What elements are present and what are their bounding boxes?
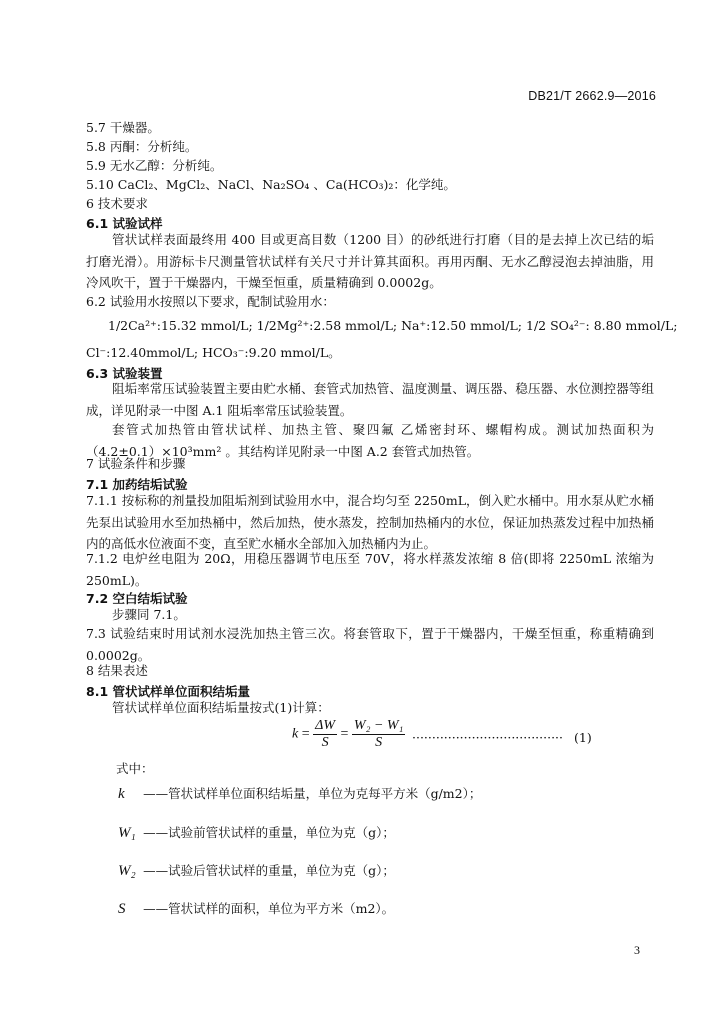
symbol-k: k bbox=[118, 786, 125, 802]
symbol-w1: W₁ bbox=[118, 825, 136, 841]
section-6-2-title: 6.2 试验用水按照以下要求，配制试验用水： bbox=[86, 294, 335, 309]
section-7-1-1-paragraph: 7.1.1 按标称的剂量投加阻垢剂到试验用水中，混合均匀至 2250mL，倒入贮水桶中。用水泵从贮水桶先泵出试验用水至加热桶中，然后加热，使水蒸发，控制加热桶内的水位，保证加热蒸发过程中加热桶内的高低水位液面不变，直至贮水桶水全部加入加热桶内为止。 bbox=[86, 493, 654, 551]
definition-w1-text: ——试验前管状试样的重量，单位为克（g）； bbox=[143, 825, 395, 840]
definition-s-text: ——管状试样的面积，单位为平方米（m2）。 bbox=[143, 901, 395, 916]
section-7-1-title: 7.1 加药结垢试验 bbox=[86, 477, 188, 492]
formula-numerator-2: W₂ − W₁ bbox=[353, 718, 404, 733]
section-6-3-paragraph-2: 套管式加热管由管状试样、加热主管、聚四氟 乙烯密封环、螺帽构成。测试加热面积为（4.2±0.1）×10³mm² 。其结构详见附录一中图 A.2 套管式加热管。 bbox=[86, 422, 654, 459]
definition-k bbox=[118, 783, 481, 803]
item-5-7: 5.7 干燥器。 bbox=[86, 120, 160, 135]
definition-w2 bbox=[118, 860, 395, 880]
section-7-2-title: 7.2 空白结垢试验 bbox=[86, 591, 188, 606]
definition-k-text: ——管状试样单位面积结垢量，单位为克每平方米（g/m2）； bbox=[143, 786, 482, 801]
page-number: 3 bbox=[634, 943, 640, 957]
section-6-1-paragraph: 管状试样表面最终用 400 目或更高目数（1200 目）的砂纸进行打磨（目的是去掉上次已结的垢打磨光滑）。用游标卡尺测量管状试样有关尺寸并计算其面积。再用丙酮、无水乙醇浸泡去掉油脂，用冷风吹干，置于干燥器内，干燥至恒重，质量精确到 0.0002g。 bbox=[86, 232, 654, 290]
standard-code: DB21/T 2662.9—2016 bbox=[528, 89, 656, 103]
definition-w1 bbox=[118, 822, 395, 842]
section-7-1-2-paragraph: 7.1.2 电炉丝电阻为 20Ω，用稳压器调节电压至 70V，将水样蒸发浓缩 8 倍(即将 2250mL 浓缩为 250mL)。 bbox=[86, 551, 654, 588]
formula-denominator-1: S bbox=[321, 735, 329, 750]
formula-intro: 管状试样单位面积结垢量按式(1)计算： bbox=[112, 700, 330, 715]
section-6-title: 6 技术要求 bbox=[86, 196, 148, 211]
section-7-2-paragraph: 步骤同 7.1。 bbox=[112, 607, 186, 622]
formula-equals-1: = bbox=[301, 726, 310, 742]
item-5-8: 5.8 丙酮：分析纯。 bbox=[86, 139, 198, 154]
definition-s bbox=[118, 898, 394, 918]
section-6-3-paragraph-1: 阻垢率常压试验装置主要由贮水桶、套管式加热管、温度测量、调压器、稳压器、水位测控器等组成，详见附录一中图 A.1 阻垢率常压试验装置。 bbox=[86, 381, 654, 418]
formula-fraction-1 bbox=[313, 718, 337, 751]
section-8-title: 8 结果表述 bbox=[86, 663, 148, 678]
formula-number: (1) bbox=[574, 730, 592, 745]
water-composition-line-2: Cl⁻:12.40mmol/L; HCO₃⁻:9.20 mmol/L。 bbox=[86, 345, 341, 360]
section-6-1-title: 6.1 试验试样 bbox=[86, 216, 163, 231]
section-7-title: 7 试验条件和步骤 bbox=[86, 456, 186, 471]
formula-1 bbox=[292, 718, 405, 751]
symbol-w2: W₂ bbox=[118, 863, 136, 879]
symbol-s: S bbox=[118, 901, 126, 917]
formula-fraction-2 bbox=[352, 718, 406, 751]
item-5-9: 5.9 无水乙醇：分析纯。 bbox=[86, 158, 223, 173]
formula-leader-dots: ······································ bbox=[412, 730, 563, 745]
formula-lhs: k bbox=[292, 726, 299, 742]
definition-w2-text: ——试验后管状试样的重量，单位为克（g）； bbox=[143, 863, 395, 878]
where-label: 式中： bbox=[116, 761, 154, 776]
water-composition-line-1: 1/2Ca²⁺:15.32 mmol/L; 1/2Mg²⁺:2.58 mmol/L; Na⁺:12.50 mmol/L; 1/2 SO₄²⁻: 8.80 mmol/L; bbox=[108, 318, 678, 333]
item-5-10: 5.10 CaCl₂、MgCl₂、NaCl、Na₂SO₄ 、Ca(HCO₃)₂：化学纯。 bbox=[86, 177, 456, 192]
formula-numerator-1: ΔW bbox=[315, 718, 336, 733]
section-6-3-title: 6.3 试验装置 bbox=[86, 366, 163, 381]
formula-denominator-2: S bbox=[375, 735, 383, 750]
formula-equals-2: = bbox=[340, 726, 349, 742]
section-7-3-paragraph: 7.3 试验结束时用试剂水浸洗加热主管三次。将套管取下，置于干燥器内，干燥至恒重，称重精确到 0.0002g。 bbox=[86, 626, 654, 663]
section-8-1-title: 8.1 管状试样单位面积结垢量 bbox=[86, 684, 250, 699]
